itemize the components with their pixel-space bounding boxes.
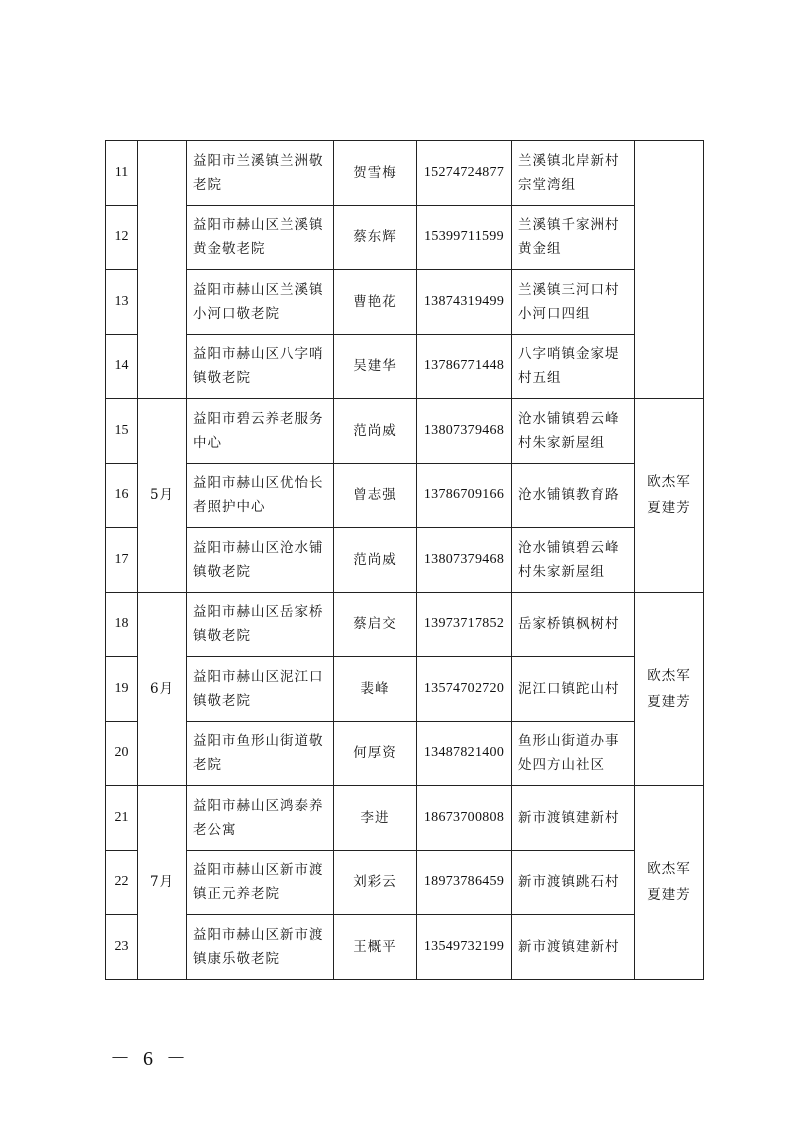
contact-person: 何厚资: [334, 721, 417, 786]
phone-number: 13574702720: [417, 657, 512, 722]
address: 鱼形山街道办事处四方山社区: [512, 721, 635, 786]
table-row: [106, 657, 704, 722]
table-row: [106, 850, 704, 915]
supervisor-cell-empty: [635, 141, 704, 399]
supervisor-name: 夏建芳: [647, 693, 691, 710]
phone-number: 15399711599: [417, 205, 512, 270]
page-number: － 6 －: [110, 1048, 190, 1070]
address: 兰溪镇北岸新村宗堂湾组: [512, 141, 635, 206]
phone-number: 13874319499: [417, 270, 512, 335]
institution-name: 益阳市赫山区沧水铺镇敬老院: [187, 528, 334, 593]
contact-person: 蔡东辉: [334, 205, 417, 270]
row-number: 16: [106, 463, 138, 528]
contact-person: 刘彩云: [334, 850, 417, 915]
institution-name: 益阳市赫山区鸿泰养老公寓: [187, 786, 334, 851]
row-number: 23: [106, 915, 138, 980]
supervisor-cell: [635, 399, 704, 593]
table-row: [106, 270, 704, 335]
row-number: 19: [106, 657, 138, 722]
table-row: [106, 141, 704, 206]
address: 兰溪镇千家洲村黄金组: [512, 205, 635, 270]
row-number: 17: [106, 528, 138, 593]
row-number: 22: [106, 850, 138, 915]
table-row: [106, 399, 704, 464]
row-number: 20: [106, 721, 138, 786]
address: 八字哨镇金家堤村五组: [512, 334, 635, 399]
row-number: 14: [106, 334, 138, 399]
contact-person: 曹艳花: [334, 270, 417, 335]
institution-name: 益阳市赫山区优怡长者照护中心: [187, 463, 334, 528]
table-row: [106, 463, 704, 528]
institution-name: 益阳市兰溪镇兰洲敬老院: [187, 141, 334, 206]
address: 泥江口镇跎山村: [512, 657, 635, 722]
phone-number: 15274724877: [417, 141, 512, 206]
phone-number: 13786771448: [417, 334, 512, 399]
address: 岳家桥镇枫树村: [512, 592, 635, 657]
month-cell: 5月: [138, 399, 187, 593]
institution-name: 益阳市鱼形山街道敬老院: [187, 721, 334, 786]
phone-number: 13973717852: [417, 592, 512, 657]
supervisor-name: 欧杰军: [647, 861, 691, 878]
phone-number: 13549732199: [417, 915, 512, 980]
phone-number: 13487821400: [417, 721, 512, 786]
supervisor-cell: [635, 592, 704, 786]
table-row: [106, 528, 704, 593]
table-row: [106, 721, 704, 786]
row-number: 12: [106, 205, 138, 270]
row-number: 21: [106, 786, 138, 851]
supervisor-cell: [635, 786, 704, 980]
phone-number: 18673700808: [417, 786, 512, 851]
institution-name: 益阳市赫山区岳家桥镇敬老院: [187, 592, 334, 657]
institution-name: 益阳市赫山区八字哨镇敬老院: [187, 334, 334, 399]
month-cell: 7月: [138, 786, 187, 980]
month-cell: 6月: [138, 592, 187, 786]
table-row: [106, 592, 704, 657]
row-number: 11: [106, 141, 138, 206]
address: 沧水铺镇碧云峰村朱家新屋组: [512, 528, 635, 593]
contact-person: 吴建华: [334, 334, 417, 399]
contact-person: 范尚威: [334, 528, 417, 593]
contact-person: 范尚威: [334, 399, 417, 464]
supervisor-name: 欧杰军: [647, 474, 691, 491]
contact-person: 曾志强: [334, 463, 417, 528]
row-number: 13: [106, 270, 138, 335]
phone-number: 13807379468: [417, 399, 512, 464]
supervisor-name: 夏建芳: [647, 500, 691, 517]
institution-name: 益阳市赫山区新市渡镇康乐敬老院: [187, 915, 334, 980]
contact-person: 贺雪梅: [334, 141, 417, 206]
table-row: [106, 205, 704, 270]
address: 新市渡镇建新村: [512, 786, 635, 851]
contact-person: 李进: [334, 786, 417, 851]
institution-name: 益阳市赫山区泥江口镇敬老院: [187, 657, 334, 722]
address: 沧水铺镇教育路: [512, 463, 635, 528]
address: 新市渡镇跳石村: [512, 850, 635, 915]
contact-person: 王概平: [334, 915, 417, 980]
institution-name: 益阳市碧云养老服务中心: [187, 399, 334, 464]
row-number: 18: [106, 592, 138, 657]
supervisor-name: 夏建芳: [647, 887, 691, 904]
address: 新市渡镇建新村: [512, 915, 635, 980]
phone-number: 18973786459: [417, 850, 512, 915]
phone-number: 13807379468: [417, 528, 512, 593]
institution-name: 益阳市赫山区兰溪镇黄金敬老院: [187, 205, 334, 270]
row-number: 15: [106, 399, 138, 464]
nursing-home-table: [105, 140, 704, 980]
contact-person: 裴峰: [334, 657, 417, 722]
supervisor-name: 欧杰军: [647, 667, 691, 684]
institution-name: 益阳市赫山区兰溪镇小河口敬老院: [187, 270, 334, 335]
institution-name: 益阳市赫山区新市渡镇正元养老院: [187, 850, 334, 915]
table-row: [106, 786, 704, 851]
table-row: [106, 915, 704, 980]
phone-number: 13786709166: [417, 463, 512, 528]
table-row: [106, 334, 704, 399]
address: 沧水铺镇碧云峰村朱家新屋组: [512, 399, 635, 464]
month-cell-empty: [138, 141, 187, 399]
contact-person: 蔡启交: [334, 592, 417, 657]
address: 兰溪镇三河口村小河口四组: [512, 270, 635, 335]
